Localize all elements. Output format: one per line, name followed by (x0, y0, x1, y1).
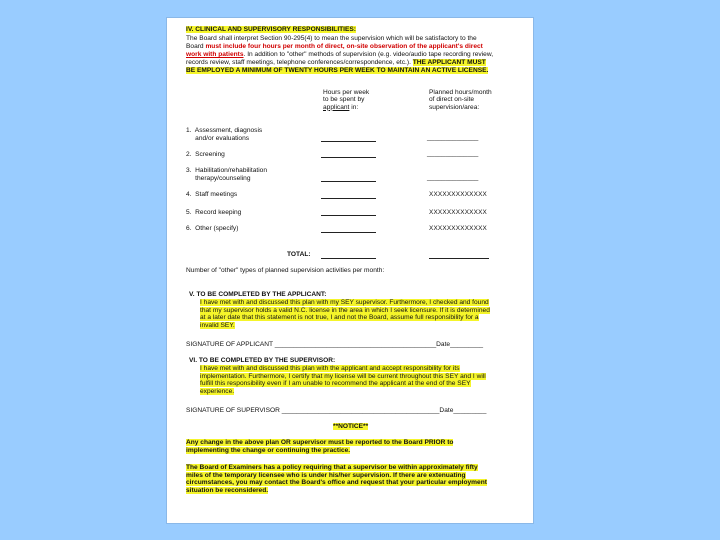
row-3-col2[interactable]: ______________ (427, 174, 479, 181)
row-5-col2: XXXXXXXXXXXXX (429, 209, 488, 216)
total-col2-blank[interactable] (429, 258, 489, 259)
row-3-label (186, 167, 267, 182)
total-col1-blank[interactable] (321, 258, 376, 259)
col1-header-tail: in: (349, 103, 359, 111)
section-iv-line4-highlight: THE APPLICANT MUST (412, 59, 486, 66)
notice-para2-line1: The Board of Examiners has a policy requiring that a supervisor be within approximately fifty (186, 464, 478, 471)
row-2-col2[interactable]: ______________ (427, 150, 479, 157)
section-vi-heading: VI. TO BE COMPLETED BY THE SUPERVISOR: (189, 357, 336, 364)
notice-para2-line2: miles of the temporary licensee who is under his/her supervision. If there are extenuating (186, 471, 466, 479)
notice-title-text: **NOTICE** (333, 423, 369, 430)
col2-header (429, 89, 492, 111)
row-5-label: 5. Record keeping (186, 209, 242, 216)
row-1-col2[interactable]: ______________ (427, 134, 479, 141)
row-4-col2: XXXXXXXXXXXXX (429, 191, 488, 198)
row-3-label-line2: therapy/counseling (186, 174, 251, 182)
row-1-label (186, 127, 262, 142)
row-3-col1-blank[interactable] (321, 181, 376, 182)
section-iv-line1: The Board shall interpret Section 90-295(4) to mean the supervision which will be satisfactory to the (186, 35, 477, 42)
col2-header-line3: supervision/area: (429, 103, 480, 111)
section-iv-line5 (186, 67, 488, 75)
col1-header-line3 (323, 104, 369, 111)
section-iv-line2 (186, 43, 483, 51)
section-iv-heading (186, 26, 356, 34)
section-iv-line2-plain: Board (186, 43, 206, 50)
row-6-col1-blank[interactable] (321, 232, 376, 233)
section-vi-line2: implementation. Furthermore, I certify that my license will be current throughout this SEY and I will (200, 372, 486, 380)
other-types-line: Number of "other" types of planned supervision activities per month: (186, 267, 385, 274)
row-1-label-line2: and/or evaluations (186, 134, 250, 142)
row-2-col1-blank[interactable] (321, 157, 376, 158)
row-6-label: 6. Other (specify) (186, 225, 239, 232)
row-5-col1-blank[interactable] (321, 215, 376, 216)
notice-para2-line4: situation be reconsidered. (186, 486, 269, 494)
col1-header-applicant: applicant (323, 103, 350, 111)
col1-header-line1: Hours per week (323, 89, 370, 96)
section-iv-line4 (186, 59, 486, 67)
section-iv-heading-text: IV. CLINICAL AND SUPERVISORY RESPONSIBILITIES: (186, 26, 357, 33)
section-v-line4: invalid SEY. (200, 321, 235, 329)
supervisor-signature-line[interactable]: SIGNATURE OF SUPERVISOR ___________________________________________Date_________ (186, 407, 487, 414)
row-1-col1-blank[interactable] (321, 141, 376, 142)
section-v-line2: that my supervisor holds a valid N.C. license in the area in which I seek licensure. If it is determined (200, 306, 490, 314)
section-v-body (200, 299, 514, 329)
applicant-signature-line[interactable]: SIGNATURE OF APPLICANT ____________________________________________Date_________ (186, 341, 484, 348)
notice-para1-line1: Any change in the above plan OR supervisor must be reported to the Board PRIOR to (186, 439, 454, 446)
document-page (167, 18, 533, 523)
section-iv-line2-red: must include four hours per month of direct, on-site observation of the applicant's direct (205, 43, 483, 50)
notice-title (333, 423, 368, 431)
col1-header (323, 89, 369, 111)
col1-header-line2: to be spent by (323, 96, 365, 104)
row-4-col1-blank[interactable] (321, 198, 376, 199)
row-3-label-line1: 3. Habilitation/rehabilitation (186, 167, 268, 174)
col2-header-line1: Planned hours/month (429, 89, 492, 96)
notice-para2 (186, 464, 487, 494)
section-iv-line3-plain: . In addition to "other" methods of supervision (e.g. video/audio tape recording review, (243, 51, 494, 58)
section-v-line1: I have met with and discussed this plan with my SEY supervisor. Furthermore, I checked and found (200, 299, 489, 306)
section-iv-line3-red: work with patients (186, 51, 244, 58)
notice-para2-line3: circumstances, you may contact the Board's office and request that your particular employment (186, 479, 487, 487)
section-vi-line1: I have met with and discussed this plan with the applicant and accept responsibility for its (200, 365, 460, 372)
section-vi-body (200, 365, 514, 395)
total-label: TOTAL: (287, 251, 311, 258)
col2-header-line2: of direct on-site (429, 96, 475, 104)
section-iv-line3 (186, 51, 493, 59)
notice-para1 (186, 439, 453, 454)
row-4-label: 4. Staff meetings (186, 191, 238, 198)
section-vi-line3: fulfill this responsibility even if I am unable to recommend the applicant at the end of the SEY (200, 380, 471, 388)
row-1-label-line1: 1. Assessment, diagnosis (186, 127, 263, 134)
section-iv-line5-highlight: BE EMPLOYED A MINIMUM OF TWENTY HOURS PER WEEK TO MAINTAIN AN ACTIVE LICENSE. (186, 67, 489, 74)
row-2-label: 2. Screening (186, 151, 225, 158)
notice-para1-line2: implementing the change or continuing the practice. (186, 446, 351, 454)
section-v-line3: at a later date that this statement is not true, I and not the Board, assume full responsibility for a (200, 314, 479, 322)
section-v-heading: V. TO BE COMPLETED BY THE APPLICANT: (189, 291, 327, 298)
row-6-col2: XXXXXXXXXXXXX (429, 225, 488, 232)
section-iv-line4-plain: records review, staff meetings, telephone conferences/correspondence, etc.). (186, 59, 411, 66)
section-vi-line4: experience. (200, 387, 235, 395)
